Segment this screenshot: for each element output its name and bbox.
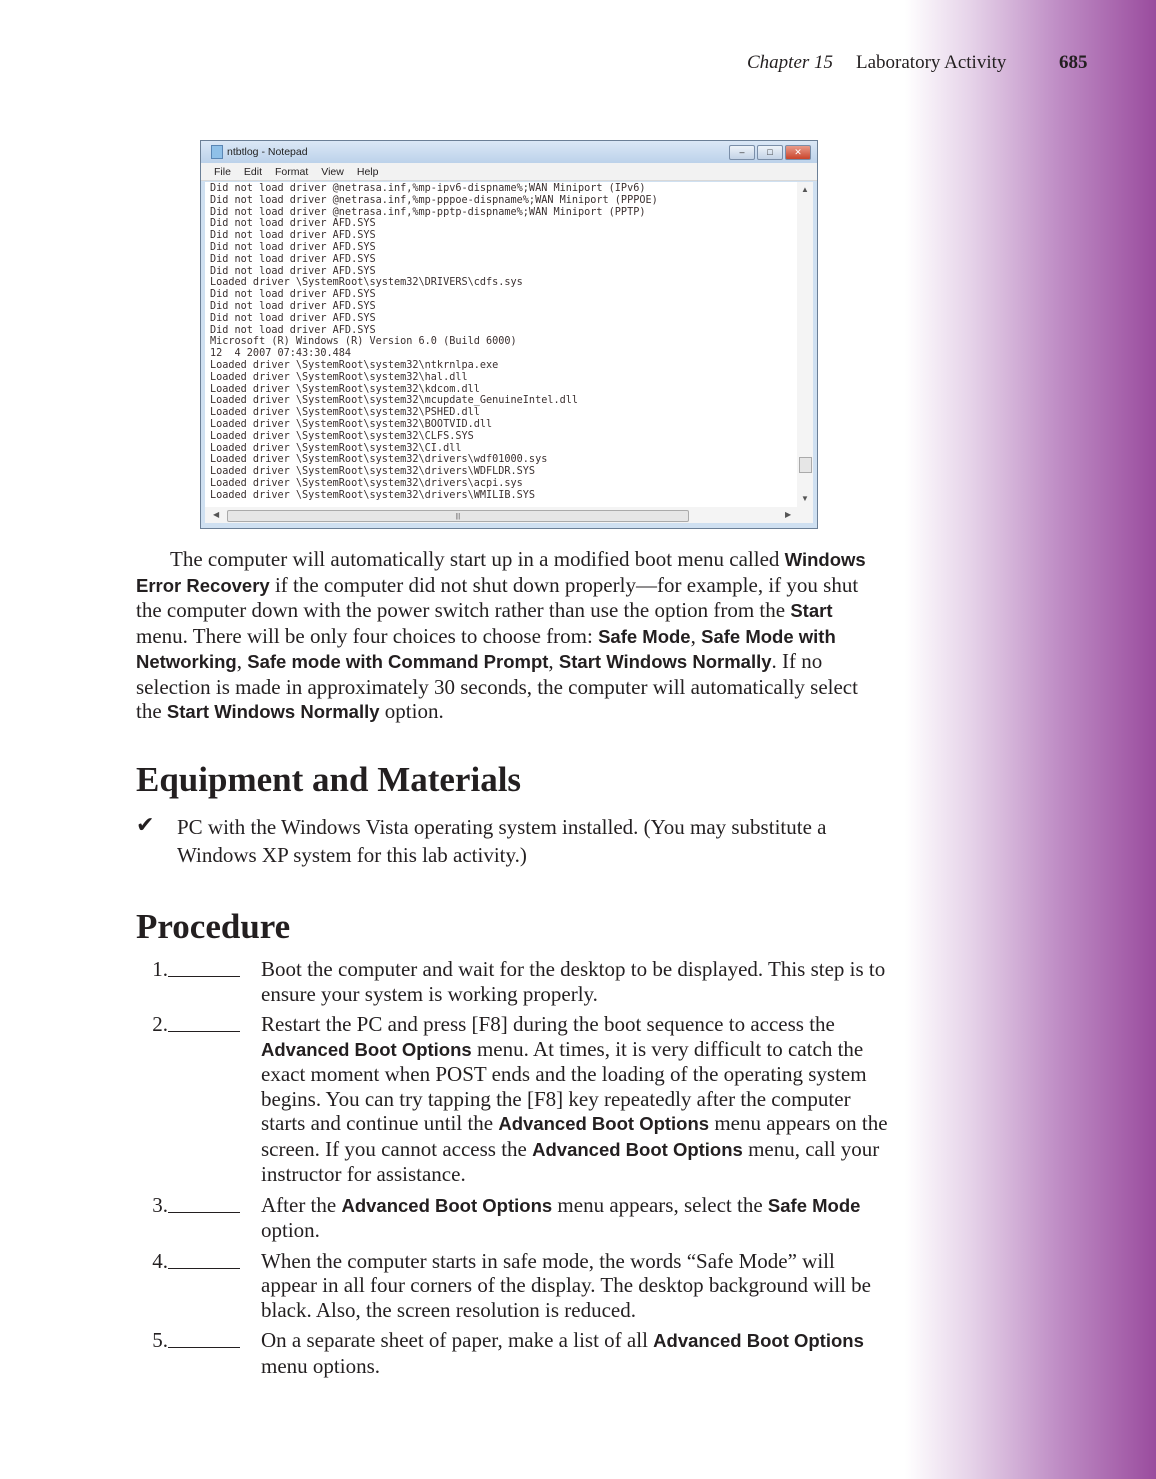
- scroll-left-icon[interactable]: ◀: [213, 510, 220, 519]
- page-margin-gradient: [905, 0, 1156, 1479]
- intro-paragraph: [136, 547, 876, 725]
- step-text: [261, 1012, 888, 1187]
- bold-term: Start Windows Normally: [558, 651, 772, 672]
- menu-file[interactable]: File: [214, 165, 231, 178]
- step-number: 5.: [152, 1328, 168, 1352]
- section-label: Laboratory Activity: [856, 52, 1007, 73]
- checkoff-blank: [168, 1249, 240, 1269]
- checkoff-blank: [168, 1328, 240, 1348]
- scroll-thumb-horizontal[interactable]: |||: [227, 510, 689, 522]
- text-run: Boot the computer and wait for the desktop to be displayed. This step is to ensure your system is working properly.: [261, 957, 886, 1006]
- procedure-step: [136, 1249, 896, 1323]
- page-number: 685: [1059, 52, 1088, 73]
- log-line: Loaded driver \SystemRoot\system32\kdcom.dll: [210, 383, 480, 395]
- log-line: Did not load driver AFD.SYS: [210, 218, 376, 230]
- menu-format[interactable]: Format: [275, 165, 309, 178]
- text-run: option.: [261, 1218, 320, 1242]
- log-line: Loaded driver \SystemRoot\system32\mcupdate_GenuineIntel.dll: [210, 395, 579, 407]
- log-line: Did not load driver AFD.SYS: [210, 265, 376, 277]
- step-text: [261, 1193, 888, 1243]
- bold-term: Safe mode with Command Prompt: [247, 651, 549, 672]
- step-number: 2.: [152, 1012, 168, 1036]
- log-line: Loaded driver \SystemRoot\system32\CI.dll: [210, 442, 462, 454]
- text-run: . If no selection is made in approximately 30 seconds, the computer will automatically select the: [136, 649, 858, 723]
- procedure-steps: [136, 957, 896, 1384]
- log-line: Did not load driver AFD.SYS: [210, 230, 376, 242]
- notepad-title: ntbtlog - Notepad: [227, 146, 308, 158]
- step-text: [261, 1249, 888, 1323]
- log-line: Did not load driver AFD.SYS: [210, 300, 376, 312]
- notepad-text-area[interactable]: [205, 182, 813, 507]
- vertical-scrollbar[interactable]: [797, 182, 813, 507]
- scroll-right-icon[interactable]: ▶: [785, 510, 792, 519]
- bold-term: Advanced Boot Options: [653, 1330, 864, 1351]
- text-run: When the computer starts in safe mode, the words “Safe Mode” will appear in all four corners of the display. The desktop background will be black. Also, the screen resolution is reduced.: [261, 1248, 871, 1322]
- bold-term: Safe Mode: [767, 1194, 861, 1216]
- log-line: Did not load driver AFD.SYS: [210, 241, 376, 253]
- checkoff-blank: [168, 1012, 240, 1032]
- minimize-icon[interactable]: –: [729, 145, 755, 160]
- text-run: menu options.: [261, 1353, 380, 1378]
- log-line: Microsoft (R) Windows (R) Version 6.0 (Build 6000): [210, 336, 517, 348]
- step-text: [261, 1328, 888, 1378]
- horizontal-scrollbar[interactable]: [205, 507, 813, 523]
- scroll-up-icon[interactable]: ▲: [801, 185, 809, 194]
- bold-term: Windows Error Recovery: [136, 549, 866, 596]
- log-line: Did not load driver @netrasa.inf,%mp-ipv6-dispname%;WAN Miniport (IPv6): [210, 183, 646, 194]
- text-run: menu, call your instructor for assistance.: [261, 1136, 880, 1186]
- scroll-thumb[interactable]: [799, 457, 812, 473]
- log-line: Did not load driver AFD.SYS: [210, 324, 376, 336]
- procedure-step: [136, 957, 896, 1006]
- step-text: [261, 957, 888, 1006]
- step-number: 4.: [152, 1248, 168, 1273]
- checkoff-blank: [168, 957, 240, 977]
- log-line: Loaded driver \SystemRoot\system32\drivers\acpi.sys: [210, 477, 523, 489]
- bold-term: Start Windows Normally: [166, 701, 380, 722]
- log-line: Did not load driver AFD.SYS: [210, 253, 376, 265]
- log-line: Loaded driver \SystemRoot\system32\CLFS.SYS: [210, 430, 474, 442]
- bold-term: Advanced Boot Options: [498, 1113, 710, 1134]
- scroll-down-icon[interactable]: ▼: [801, 494, 809, 503]
- log-line: Did not load driver AFD.SYS: [210, 289, 376, 301]
- log-line: Loaded driver \SystemRoot\system32\ntkrnlpa.exe: [210, 359, 499, 371]
- menu-edit[interactable]: Edit: [243, 165, 263, 178]
- text-run: After the: [261, 1192, 342, 1217]
- text-run: menu appears on the screen. If you cannot access the: [261, 1111, 888, 1161]
- text-run: ,: [690, 623, 702, 648]
- text-run: The computer will automatically start up in a modified boot menu called: [170, 547, 785, 571]
- notepad-titlebar: [201, 141, 817, 163]
- text-run: menu. There will be only four choices to choose from:: [136, 623, 599, 648]
- procedure-heading: Procedure: [136, 907, 291, 946]
- procedure-step: [136, 1193, 896, 1243]
- log-line: Loaded driver \SystemRoot\system32\DRIVERS\cdfs.sys: [210, 277, 523, 289]
- text-run: ,: [236, 649, 248, 673]
- text-run: menu. At times, it is very difficult to catch the exact moment when POST ends and the loading of the operating system begins. You can try tapping the [F8] key repeatedly after the computer starts and continue until the: [261, 1036, 867, 1135]
- notepad-icon: [211, 145, 223, 159]
- bold-term: Safe Mode with Networking: [136, 625, 836, 672]
- log-line: Did not load driver @netrasa.inf,%mp-pptp-dispname%;WAN Miniport (PPTP): [210, 206, 646, 218]
- bold-term: Advanced Boot Options: [261, 1038, 472, 1060]
- log-line: Loaded driver \SystemRoot\system32\drivers\WDFLDR.SYS: [210, 466, 536, 478]
- log-line: 12 4 2007 07:43:30.484: [210, 348, 352, 360]
- log-line: Loaded driver \SystemRoot\system32\BOOTVID.dll: [210, 418, 493, 430]
- text-run: option.: [379, 699, 444, 723]
- checkoff-blank: [168, 1193, 240, 1213]
- maximize-icon[interactable]: □: [757, 145, 783, 160]
- log-line: Loaded driver \SystemRoot\system32\PSHED.dll: [210, 407, 480, 419]
- text-run: menu appears, select the: [552, 1192, 768, 1217]
- equipment-item: PC with the Windows Vista operating system installed. (You may substitute a Windows XP system for this lab activity.): [177, 815, 827, 867]
- text-run: if the computer did not shut down properly—for example, if you shut the computer down with the power switch rather than use the option from the: [136, 572, 859, 622]
- notepad-screenshot: [200, 140, 818, 529]
- bold-term: Safe Mode: [598, 625, 691, 647]
- step-number: 3.: [152, 1192, 168, 1217]
- notepad-menubar: [201, 163, 817, 181]
- equipment-heading: Equipment and Materials: [136, 760, 522, 799]
- bold-term: Start: [790, 600, 833, 621]
- log-line: Did not load driver @netrasa.inf,%mp-pppoe-dispname%;WAN Miniport (PPPOE): [210, 194, 658, 206]
- checkmark-icon: ✔: [136, 812, 155, 837]
- log-text: [210, 183, 658, 502]
- chapter-label: Chapter 15: [747, 52, 834, 73]
- text-run: Restart the PC and press [F8] during the boot sequence to access the: [261, 1012, 835, 1036]
- procedure-step: [136, 1328, 896, 1378]
- menu-view[interactable]: View: [321, 165, 344, 178]
- log-line: Loaded driver \SystemRoot\system32\drivers\WMILIB.SYS: [210, 489, 536, 501]
- text-run: ,: [548, 649, 559, 673]
- log-line: Loaded driver \SystemRoot\system32\drivers\wdf01000.sys: [210, 454, 548, 466]
- text-run: On a separate sheet of paper, make a list of all: [261, 1328, 654, 1352]
- menu-help[interactable]: Help: [356, 165, 379, 178]
- bold-term: Advanced Boot Options: [532, 1138, 743, 1160]
- log-line: Did not load driver AFD.SYS: [210, 312, 376, 324]
- procedure-step: [136, 1012, 896, 1187]
- step-number: 1.: [152, 957, 168, 981]
- close-icon[interactable]: ✕: [785, 145, 811, 160]
- bold-term: Advanced Boot Options: [341, 1194, 553, 1216]
- log-line: Loaded driver \SystemRoot\system32\hal.dll: [210, 371, 468, 383]
